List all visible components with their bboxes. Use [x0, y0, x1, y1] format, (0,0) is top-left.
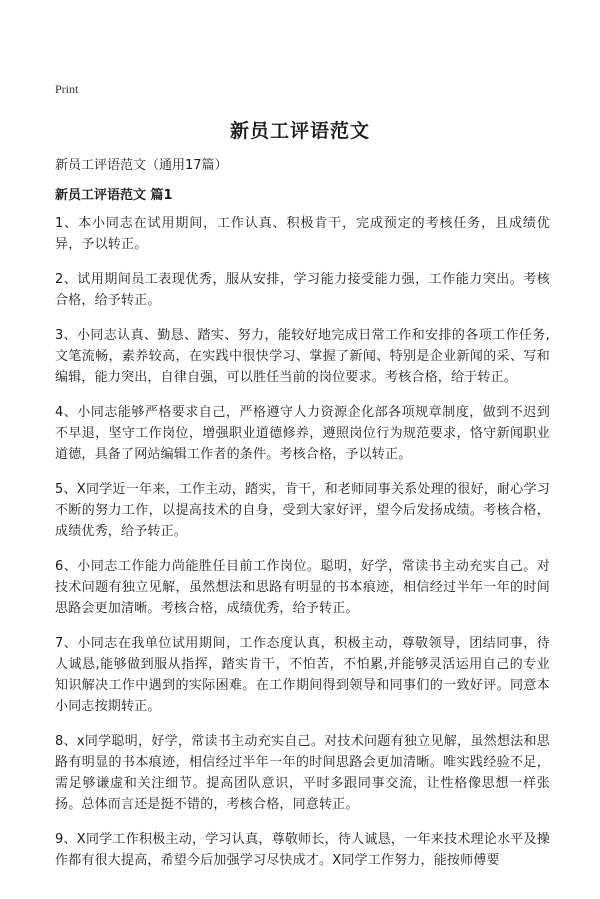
document-title: 新员工评语范文: [229, 120, 370, 142]
paragraph: 5、X同学近一年来，工作主动，踏实，肯干，和老师同事关系处理的很好，耐心学习不断的努力工作，以提高技术的自身，受到大家好评，望今后发扬成绩。考核合格，成绩优秀，给予转正。: [55, 482, 550, 539]
section-heading: 新员工评语范文 篇1: [55, 188, 173, 203]
paragraph: 1、本小同志在试用期间，工作认真、积极肯干，完成预定的考核任务，且成绩优异，予以转正。: [55, 216, 550, 252]
paragraph-list: [55, 213, 550, 885]
paragraph: 2、试用期间员工表现优秀，服从安排，学习能力接受能力强，工作能力突出。考核合格，给予转正。: [55, 272, 550, 308]
print-label: Print: [55, 82, 79, 96]
document-subtitle: 新员工评语范文（通用17篇）: [55, 158, 228, 173]
paragraph: 6、小同志工作能力尚能胜任目前工作岗位。聪明，好学，常读书主动充实自己。对技术问题有独立见解，虽然想法和思路有明显的书本痕迹，相信经过半年一年的时间思路会更加清晰。考核合格，成绩优秀，给予转正。: [55, 559, 550, 616]
paragraph: 4、小同志能够严格要求自己，严格遵守人力资源企化部各项规章制度，做到不迟到不早退，坚守工作岗位，增强职业道德修养，遵照岗位行为规范要求，恪守新闻职业道德，具备了网站编辑工作者的条件。考核合格，予以转正。: [55, 405, 550, 462]
paragraph: 7、小同志在我单位试用期间，工作态度认真，积极主动，尊敬领导，团结同事，待人诚恳,能够做到服从指挥，踏实肯干，不怕苦，不怕累,并能够灵活运用自己的专业知识解决工作中遇到的实际困难。在工作期间得到领导和同事们的一致好评。同意本小同志按期转正。: [55, 636, 550, 714]
paragraph: 8、x同学聪明，好学，常读书主动充实自己。对技术问题有独立见解，虽然想法和思路有明显的书本痕迹，相信经过半年一年的时间思路会更加清晰。唯实践经验不足，需足够谦虚和关注细节。提高团队意识，平时多跟同事交流，让性格像思想一样张扬。总体而言还是挺不错的，考核合格，同意转正。: [55, 734, 550, 812]
paragraph: 9、X同学工作积极主动，学习认真，尊敬师长，待人诚恳，一年来技术理论水平及操作都有很大提高，希望今后加强学习尽快成才。X同学工作努力，能按师傅要: [55, 832, 550, 868]
paragraph: 3、小同志认真、勤恳、踏实、努力，能较好地完成日常工作和安排的各项工作任务,文笔流畅，素养较高，在实践中很快学习、掌握了新闻、特别是企业新闻的采、写和编辑，能力突出，自律自强，可以胜任当前的岗位要求。考核合格，给于转正。: [55, 328, 550, 385]
